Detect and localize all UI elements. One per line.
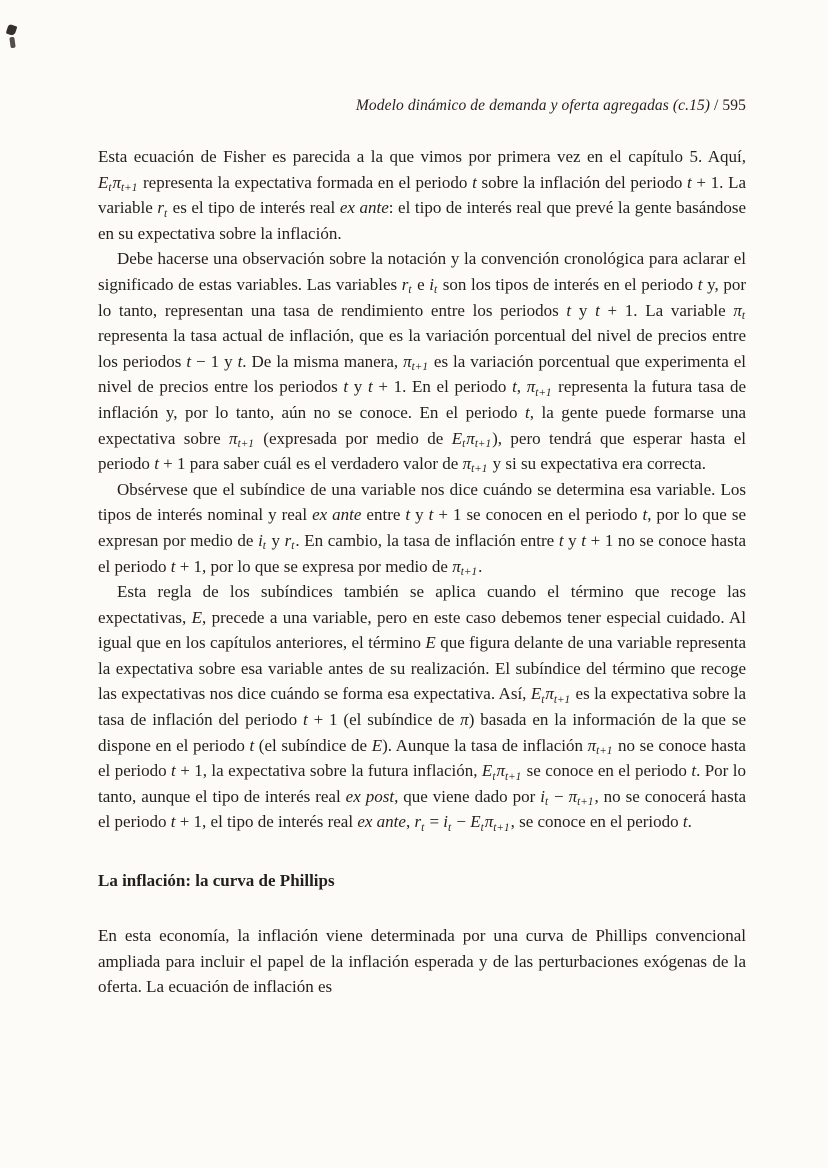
text-run: representa la tasa actual de inflación, que es la variación porcentual del nivel de precios entre los periodos	[98, 326, 746, 371]
italic-run: r	[284, 530, 292, 550]
paragraph	[98, 477, 746, 579]
italic-run: t	[170, 556, 176, 576]
math-subscript: t	[434, 284, 438, 297]
running-header	[98, 96, 746, 116]
text-run: son los tipos de interés en el periodo	[438, 274, 698, 294]
math-subscript: t	[108, 181, 112, 194]
text-run: ), pero tendrá que esperar hasta el periodo	[98, 428, 746, 474]
text-run: , que viene dado por	[394, 786, 541, 806]
italic-run: E	[98, 172, 109, 192]
italic-run: E	[191, 607, 203, 627]
text-run: : el tipo de interés real que prevé la gente basándose en su expectativa sobre la inflación.	[98, 198, 747, 243]
italic-run: t	[186, 351, 192, 371]
text-run: − 1 y	[191, 351, 238, 371]
text-run: + 1 no se conoce hasta el periodo	[98, 530, 746, 576]
italic-run: π	[466, 428, 475, 448]
text-run: y, por lo tanto, representan una tasa de rendimiento entre los periodos	[98, 274, 746, 320]
text-run: y	[266, 530, 285, 550]
math-subscript: t+1	[596, 745, 613, 758]
math-subscript: t	[480, 821, 484, 834]
text-run: ). Aunque la tasa de inflación	[382, 735, 588, 755]
italic-run: Modelo dinámico de demanda y oferta agregadas (c.15)	[355, 97, 711, 114]
math-subscript: t	[291, 540, 295, 553]
text-run: −	[549, 786, 569, 806]
paragraph	[98, 246, 746, 476]
text-run: −	[452, 812, 471, 832]
italic-run: π	[229, 428, 238, 448]
italic-run: t	[691, 761, 697, 781]
text-run: Esta ecuación de Fisher es parecida a la que vimos por primera vez en el capítulo 5. Aquí,	[98, 147, 746, 166]
text-run: (el subíndice de	[254, 735, 372, 755]
italic-run: E	[451, 428, 463, 448]
italic-run: t	[581, 530, 587, 550]
math-subscript: t	[544, 796, 549, 809]
italic-run: t	[682, 812, 688, 832]
italic-run: t	[697, 274, 703, 294]
italic-run: π	[403, 351, 412, 371]
italic-run: t	[171, 761, 176, 781]
text-run: ) basada en la información de la que se dispone en el periodo	[98, 710, 746, 755]
text-run: Debe hacerse una observación sobre la notación y la convención cronológica para aclarar el significado de estas variables. Las variables	[98, 249, 746, 294]
italic-run: t	[428, 505, 434, 525]
text-run: , se conoce en el periodo	[510, 812, 683, 832]
math-subscript: t+1	[471, 463, 488, 476]
italic-run: i	[429, 274, 435, 294]
scan-artifact	[9, 37, 15, 49]
italic-run: i	[540, 786, 545, 806]
italic-run: π	[460, 710, 469, 730]
math-subscript: t	[741, 309, 745, 322]
italic-run: π	[568, 786, 578, 806]
math-subscript: t+1	[474, 437, 492, 450]
text-run: , no se conocerá hasta el periodo	[98, 786, 746, 832]
text-run: se conoce en el periodo	[522, 761, 692, 781]
math-subscript: t+1	[460, 565, 478, 578]
italic-run: π	[484, 812, 494, 832]
italic-run: i	[258, 530, 263, 550]
italic-run: t	[512, 377, 517, 397]
math-subscript: t	[163, 207, 168, 220]
paragraph	[98, 579, 746, 835]
italic-run: t	[595, 300, 600, 320]
math-subscript: t+1	[493, 821, 510, 834]
italic-run: t	[249, 735, 255, 755]
math-subscript: t+1	[121, 181, 138, 194]
text-run: .	[687, 812, 692, 832]
text-run: y	[410, 505, 429, 525]
text-run: ,	[516, 377, 527, 397]
italic-run: E	[425, 633, 436, 653]
text-run: + 1, el tipo de interés real	[175, 812, 358, 832]
italic-run: π	[733, 300, 742, 320]
text-run: , por lo que se expresan por medio de	[98, 505, 747, 550]
italic-run: π	[587, 735, 597, 755]
math-subscript: t+1	[577, 796, 594, 809]
text-run: + 1 (el subíndice de	[307, 710, 461, 730]
text-run: .	[478, 556, 483, 576]
text-run: es el tipo de interés real	[168, 198, 340, 218]
italic-run: t	[566, 300, 572, 320]
text-run: En esta economía, la inflación viene determinada por una curva de Phillips convencional ampliada para incluir el papel de la inflación esperada y de las perturbaciones exógenas de la oferta. La ecuación de inflación es	[98, 926, 746, 997]
italic-run: π	[462, 454, 472, 474]
math-subscript: t+1	[237, 437, 254, 450]
text-run: Obsérvese que el subíndice de una variable nos dice cuándo se determina esa variable. Los tipos de interés nominal y real	[98, 479, 746, 525]
math-subscript: t+1	[535, 386, 552, 399]
italic-run: E	[530, 684, 542, 704]
paragraph	[98, 923, 746, 1000]
math-subscript: t	[448, 821, 452, 834]
italic-run: π	[526, 377, 536, 397]
text-run: y	[563, 530, 582, 550]
text-run: + 1. La variable	[599, 300, 734, 320]
italic-run: π	[496, 761, 505, 781]
italic-run: t	[558, 530, 564, 550]
italic-run: π	[545, 684, 554, 704]
text-run: . De la misma manera,	[242, 351, 404, 371]
text-run: + 1. La variable	[98, 172, 746, 218]
italic-run: t	[687, 172, 692, 192]
italic-run: ex ante	[312, 505, 362, 525]
italic-run: E	[481, 761, 493, 781]
italic-run: ex post	[345, 786, 395, 806]
italic-run: t	[237, 351, 243, 371]
text-run: + 1. En el periodo	[372, 377, 513, 397]
math-subscript: t+1	[553, 693, 571, 706]
italic-run: E	[371, 735, 383, 755]
text-run: no se conoce hasta el periodo	[98, 735, 746, 781]
text-run: e	[412, 274, 430, 294]
math-subscript: t+1	[504, 770, 522, 783]
text-run: y	[348, 377, 368, 397]
text-run: / 595	[710, 97, 746, 114]
italic-run: π	[112, 172, 122, 192]
italic-run: t	[170, 812, 176, 832]
text-run: . Por lo tanto, aunque el tipo de interés real	[98, 761, 746, 806]
text-run: representa la expectativa formada en el periodo	[138, 172, 473, 192]
italic-run: i	[443, 812, 449, 832]
math-subscript: t	[462, 437, 466, 450]
body-text	[98, 144, 746, 1000]
text-run: y	[571, 300, 596, 320]
italic-run: t	[472, 172, 477, 192]
text-run: es la variación porcentual que experimenta el nivel de precios entre los periodos	[98, 351, 746, 397]
italic-run: r	[157, 198, 164, 218]
italic-run: t	[154, 454, 159, 474]
italic-run: π	[452, 556, 461, 576]
text-run: =	[425, 812, 444, 832]
italic-run: ex ante	[339, 198, 389, 218]
text-run: + 1 para saber cuál es el verdadero valor de	[158, 454, 463, 474]
math-subscript: t	[421, 821, 425, 834]
italic-run: t	[405, 505, 411, 525]
italic-run: E	[470, 812, 481, 832]
text-run: (expresada por medio de	[254, 428, 452, 448]
math-subscript: t	[541, 693, 545, 706]
italic-run: t	[642, 505, 648, 525]
page-content	[98, 96, 746, 1000]
italic-run: r	[401, 274, 409, 294]
text-run: entre	[361, 505, 406, 525]
italic-run: ex ante	[357, 812, 406, 832]
italic-run: t	[525, 402, 530, 422]
math-subscript: t	[262, 540, 266, 553]
text-run: , la gente puede formarse una expectativa sobre	[98, 402, 746, 448]
italic-run: r	[414, 812, 422, 832]
text-run: Esta regla de los subíndices también se aplica cuando el término que recoge las expectativas,	[98, 582, 746, 627]
italic-run: t	[367, 377, 373, 397]
text-run: + 1, la expectativa sobre la futura inflación,	[175, 761, 482, 781]
section-heading: La inflación: la curva de Phillips	[98, 871, 335, 891]
math-subscript: t+1	[411, 361, 428, 374]
math-subscript: t	[492, 770, 496, 783]
scan-artifact	[6, 24, 18, 36]
text-run: + 1, por lo que se expresa por medio de	[175, 556, 453, 576]
italic-run: t	[302, 710, 308, 730]
text-run: representa la futura tasa de inflación y, por lo tanto, aún no se conoce. En el periodo	[98, 377, 746, 422]
math-subscript: t	[408, 284, 412, 297]
paragraph	[98, 144, 746, 246]
text-run: y si su expectativa era correcta.	[488, 454, 706, 474]
italic-run: t	[343, 377, 349, 397]
text-run: , precede a una variable, pero en este caso debemos tener especial cuidado. Al igual que en los capítulos anteriores, el término	[98, 607, 746, 653]
text-run: sobre la inflación del periodo	[476, 172, 687, 192]
text-run: . En cambio, la tasa de inflación entre	[295, 530, 559, 550]
text-run: + 1 se conocen en el periodo	[433, 505, 643, 525]
text-run: es la expectativa sobre la tasa de inflación del periodo	[98, 684, 747, 730]
text-run: ,	[405, 812, 415, 832]
text-run: que figura delante de una variable representa la expectativa sobre esa variable antes de su realización. El subíndice del término que recoge las expectativas nos dice cuándo se forma esa expectativa. Así,	[98, 633, 746, 704]
